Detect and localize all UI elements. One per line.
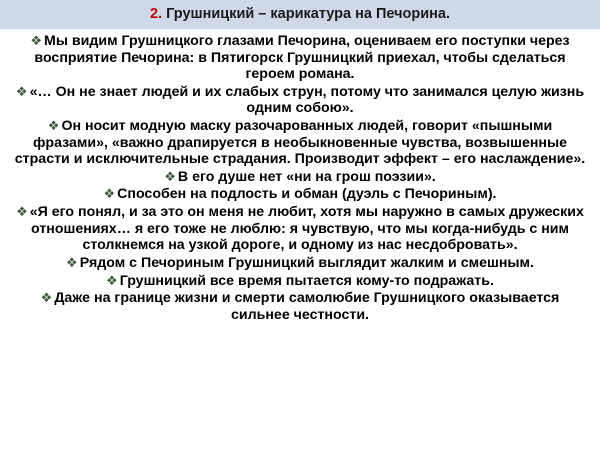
diamond-bullet-icon: ❖ — [103, 186, 116, 202]
list-item — [8, 255, 592, 272]
slide-title-bar — [0, 0, 600, 29]
diamond-bullet-icon: ❖ — [66, 254, 78, 270]
list-item-text: Он носит модную маску разочарованных людей, говорит «пышными фразами», «важно драпируется в необыкновенные чувства, возвышенные страсти и исключительные страдания. Производит эффект – его наслаждение». — [14, 118, 586, 168]
list-item — [8, 33, 592, 83]
diamond-bullet-icon: ❖ — [16, 204, 28, 220]
list-item-text: Рядом с Печориным Грушницкий выглядит жалким и смешным. — [79, 254, 534, 271]
list-item-text: Мы видим Грушницкого глазами Печорина, оцениваем его поступки через восприятие Печорина: в Пятигорск Грушницкий приехал, чтобы сделаться героем романа. — [34, 33, 570, 83]
list-item — [8, 186, 592, 203]
diamond-bullet-icon: ❖ — [30, 33, 43, 48]
slide-title-number: 2. — [150, 6, 163, 22]
diamond-bullet-icon: ❖ — [15, 83, 28, 99]
list-item-text: Способен на подлость и обман (дуэль с Печориным). — [117, 186, 497, 203]
list-item — [8, 273, 592, 290]
slide-body — [0, 29, 600, 323]
list-item-text: «Я его понял, и за это он меня не любит, хотя мы наружно в самых дружеских отношениях… я его тоже не люблю: я чувствую, что мы когда-нибудь с ним столкнемся на узкой дороге, и одному из нас несдобровать». — [29, 204, 584, 254]
list-item-text: «… Он не знает людей и их слабых струн, потому что занимался целую жизнь одним собою». — [29, 83, 585, 117]
list-item-text: Грушницкий все время пытается кому-то подражать. — [119, 272, 494, 289]
list-item — [8, 169, 592, 186]
diamond-bullet-icon: ❖ — [106, 272, 118, 288]
list-item — [8, 204, 592, 254]
list-item — [8, 118, 592, 168]
slide-title-text: Грушницкий – карикатура на Печорина. — [166, 6, 450, 22]
list-item — [8, 84, 592, 117]
slide-title — [150, 6, 450, 22]
list-item — [8, 290, 592, 323]
list-item-text: Даже на границе жизни и смерти самолюбие Грушницкого оказывается сильнее честности. — [54, 290, 560, 323]
diamond-bullet-icon: ❖ — [164, 168, 176, 184]
list-item-text: В его душе нет «ни на грош поэзии». — [177, 168, 436, 185]
diamond-bullet-icon: ❖ — [47, 118, 60, 134]
diamond-bullet-icon: ❖ — [40, 290, 53, 306]
